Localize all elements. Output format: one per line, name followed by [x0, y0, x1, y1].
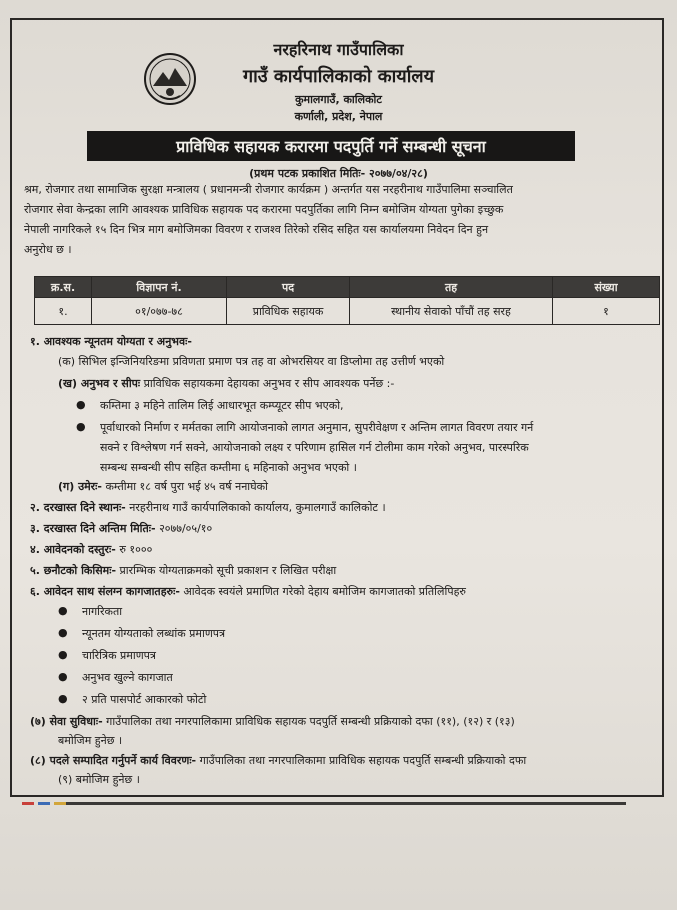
bullet-line: ● पूर्वाधारको निर्माण र मर्मतका लागि आयोजनाको लागत अनुमान, सुपरीवेक्षण र अन्तिम लागत विवरण तयार गर्न: [100, 421, 534, 434]
cell-level: स्थानीय सेवाको पाँचौं तह सरह: [350, 298, 553, 325]
section-1-ka: (क) सिभिल इन्जिनियरिङमा प्रविणता प्रमाण पत्र तह वा ओभरसियर वा डिप्लोमा तह उत्तीर्ण भएको: [58, 355, 445, 368]
intro-paragraph: [24, 180, 656, 260]
section-8-cont: (९) बमोजिम हुनेछ ।: [58, 773, 140, 786]
office-location-line1: कुमालगाउँ, कालिकोट: [295, 93, 382, 106]
section-8-text: गाउँपालिका तथा नगरपालिकामा प्राविधिक सहायक पदपुर्ति सम्बन्धी प्रक्रियाको दफा: [199, 754, 527, 767]
intro-line: श्रम, रोजगार तथा सामाजिक सुरक्षा मन्त्रालय ( प्रधानमन्त्री रोजगार कार्यक्रम ) अन्तर्गत यस नरहरीनाथ गाउँपालिमा सञ्चालित: [24, 183, 513, 196]
cell-post: प्राविधिक सहायक: [227, 298, 350, 325]
section-1-kha: [58, 376, 394, 391]
section-1-ga-text: कम्तीमा १८ वर्ष पुरा भई ४५ वर्ष ननाघेको: [105, 480, 268, 493]
section-2-text: नरहरीनाथ गाउँ कार्यपालिकाको कार्यालय, कुमालगाउँ कालिकोट ।: [129, 501, 386, 514]
section-7-text: गाउँपालिका तथा नगरपालिकामा प्राविधिक सहायक पदपुर्ति सम्बन्धी प्रक्रियाको दफा (११), (१२) र (१३): [106, 715, 515, 728]
section-3: [30, 521, 212, 536]
section-8: [30, 753, 526, 768]
table-header-row: [35, 277, 660, 298]
section-8-label: (८) पदले सम्पादित गर्नुपर्ने कार्य विवरणः-: [30, 754, 197, 767]
section-7-label: (७) सेवा सुविधाः-: [30, 715, 103, 728]
bullet-line: सम्बन्ध सम्बन्धी सीप सहित कम्तीमा ६ महिनाको अनुभव भएको ।: [100, 461, 357, 474]
section-1-ga: [58, 479, 268, 494]
section-1-kha-text: प्राविधिक सहायकमा देहायका अनुभव र सीप आवश्यक पर्नेछ :-: [143, 377, 395, 390]
vacancy-table: [34, 276, 660, 325]
col-header-post: पद: [227, 277, 350, 298]
section-5-label: ५. छनौटको किसिमः-: [30, 564, 117, 577]
list-item: ● नागरिकता: [82, 604, 122, 619]
list-item: ● न्यूनतम योग्यताको लब्धांक प्रमाणपत्र: [82, 626, 225, 641]
bullet-line: सक्ने र विश्लेषण गर्न सक्ने, आयोजनाको लक्ष्य र परिणाम हासिल गर्न टोलीमा काम गरेको अनुभव, पारस्परिक: [100, 441, 529, 454]
section-6: [30, 584, 466, 599]
publish-date: (प्रथम पटक प्रकाशित मितिः- २०७७/०४/२८): [249, 167, 428, 180]
office-name: गाउँ कार्यपालिकाको कार्यालय: [242, 66, 435, 87]
col-header-ad-number: विज्ञापन नं.: [92, 277, 227, 298]
section-7: [30, 714, 515, 729]
section-1-kha-label: (ख) अनुभव र सीपः: [58, 377, 141, 390]
section-4: [30, 542, 152, 557]
col-header-serial: क्र.स.: [35, 277, 92, 298]
intro-line: नेपाली नागरिकले १५ दिन भित्र माग बमोजिमका विवरण र राजश्व तिरेको रसिद सहित यस कार्यालयमा निवेदन दिन हुन: [24, 223, 489, 236]
section-7-cont: बमोजिम हुनेछ ।: [58, 734, 123, 747]
section-3-text: २०७७/०५/१०: [159, 522, 213, 535]
list-item: ● २ प्रति पासपोर्ट आकारको फोटो: [82, 692, 206, 707]
list-item: [100, 420, 660, 435]
section-1-ga-label: (ग) उमेरः-: [58, 480, 102, 493]
bottom-rule: [66, 802, 626, 805]
section-4-label: ४. आवेदनको दस्तुरः-: [30, 543, 116, 556]
intro-line: अनुरोध छ ।: [24, 243, 72, 256]
section-6-label: ६. आवेदन साथ संलग्न कागजातहरुः-: [30, 585, 180, 598]
cell-ad-number: ०१/०७७-७८: [92, 298, 227, 325]
table-row: [35, 298, 660, 325]
cell-serial: १.: [35, 298, 92, 325]
section-6-text: आवेदक स्वयंले प्रमाणित गरेको देहाय बमोजिम कागजातको प्रतिलिपिहरु: [183, 585, 466, 598]
section-5: [30, 563, 336, 578]
notice-title: प्राविधिक सहायक करारमा पदपुर्ति गर्ने सम्बन्धी सूचना: [87, 131, 575, 161]
section-2: [30, 500, 386, 515]
section-1-title: १. आवश्यक न्यूनतम योग्यता र अनुभवः-: [30, 335, 192, 348]
section-4-text: रु १०००: [119, 543, 153, 556]
section-3-label: ३. दरखास्त दिने अन्तिम मितिः-: [30, 522, 156, 535]
municipality-name: नरहरिनाथ गाउँपालिका: [273, 40, 404, 59]
office-location-line2: कर्णाली, प्रदेश, नेपाल: [294, 110, 383, 123]
section-5-text: प्रारम्भिक योग्यताक्रमको सूची प्रकाशन र लिखित परीक्षा: [119, 564, 337, 577]
color-marks-icon: [22, 801, 67, 807]
col-header-level: तह: [350, 277, 553, 298]
list-item: ● अनुभव खुल्ने कागजात: [82, 670, 173, 685]
intro-line: रोजगार सेवा केन्द्रका लागि आवश्यक प्राविधिक सहायक पद करारमा पदपुर्तिका लागि निम्न बमोजिम योग्यता पुगेका इच्छुक: [24, 203, 504, 216]
col-header-count: संख्या: [553, 277, 660, 298]
cell-count: १: [553, 298, 660, 325]
list-item: ● चारित्रिक प्रमाणपत्र: [82, 648, 156, 663]
section-2-label: २. दरखास्त दिने स्थानः-: [30, 501, 126, 514]
list-item: ● कम्तिमा ३ महिने तालिम लिई आधारभूत कम्प्यूटर सीप भएको,: [100, 398, 344, 413]
